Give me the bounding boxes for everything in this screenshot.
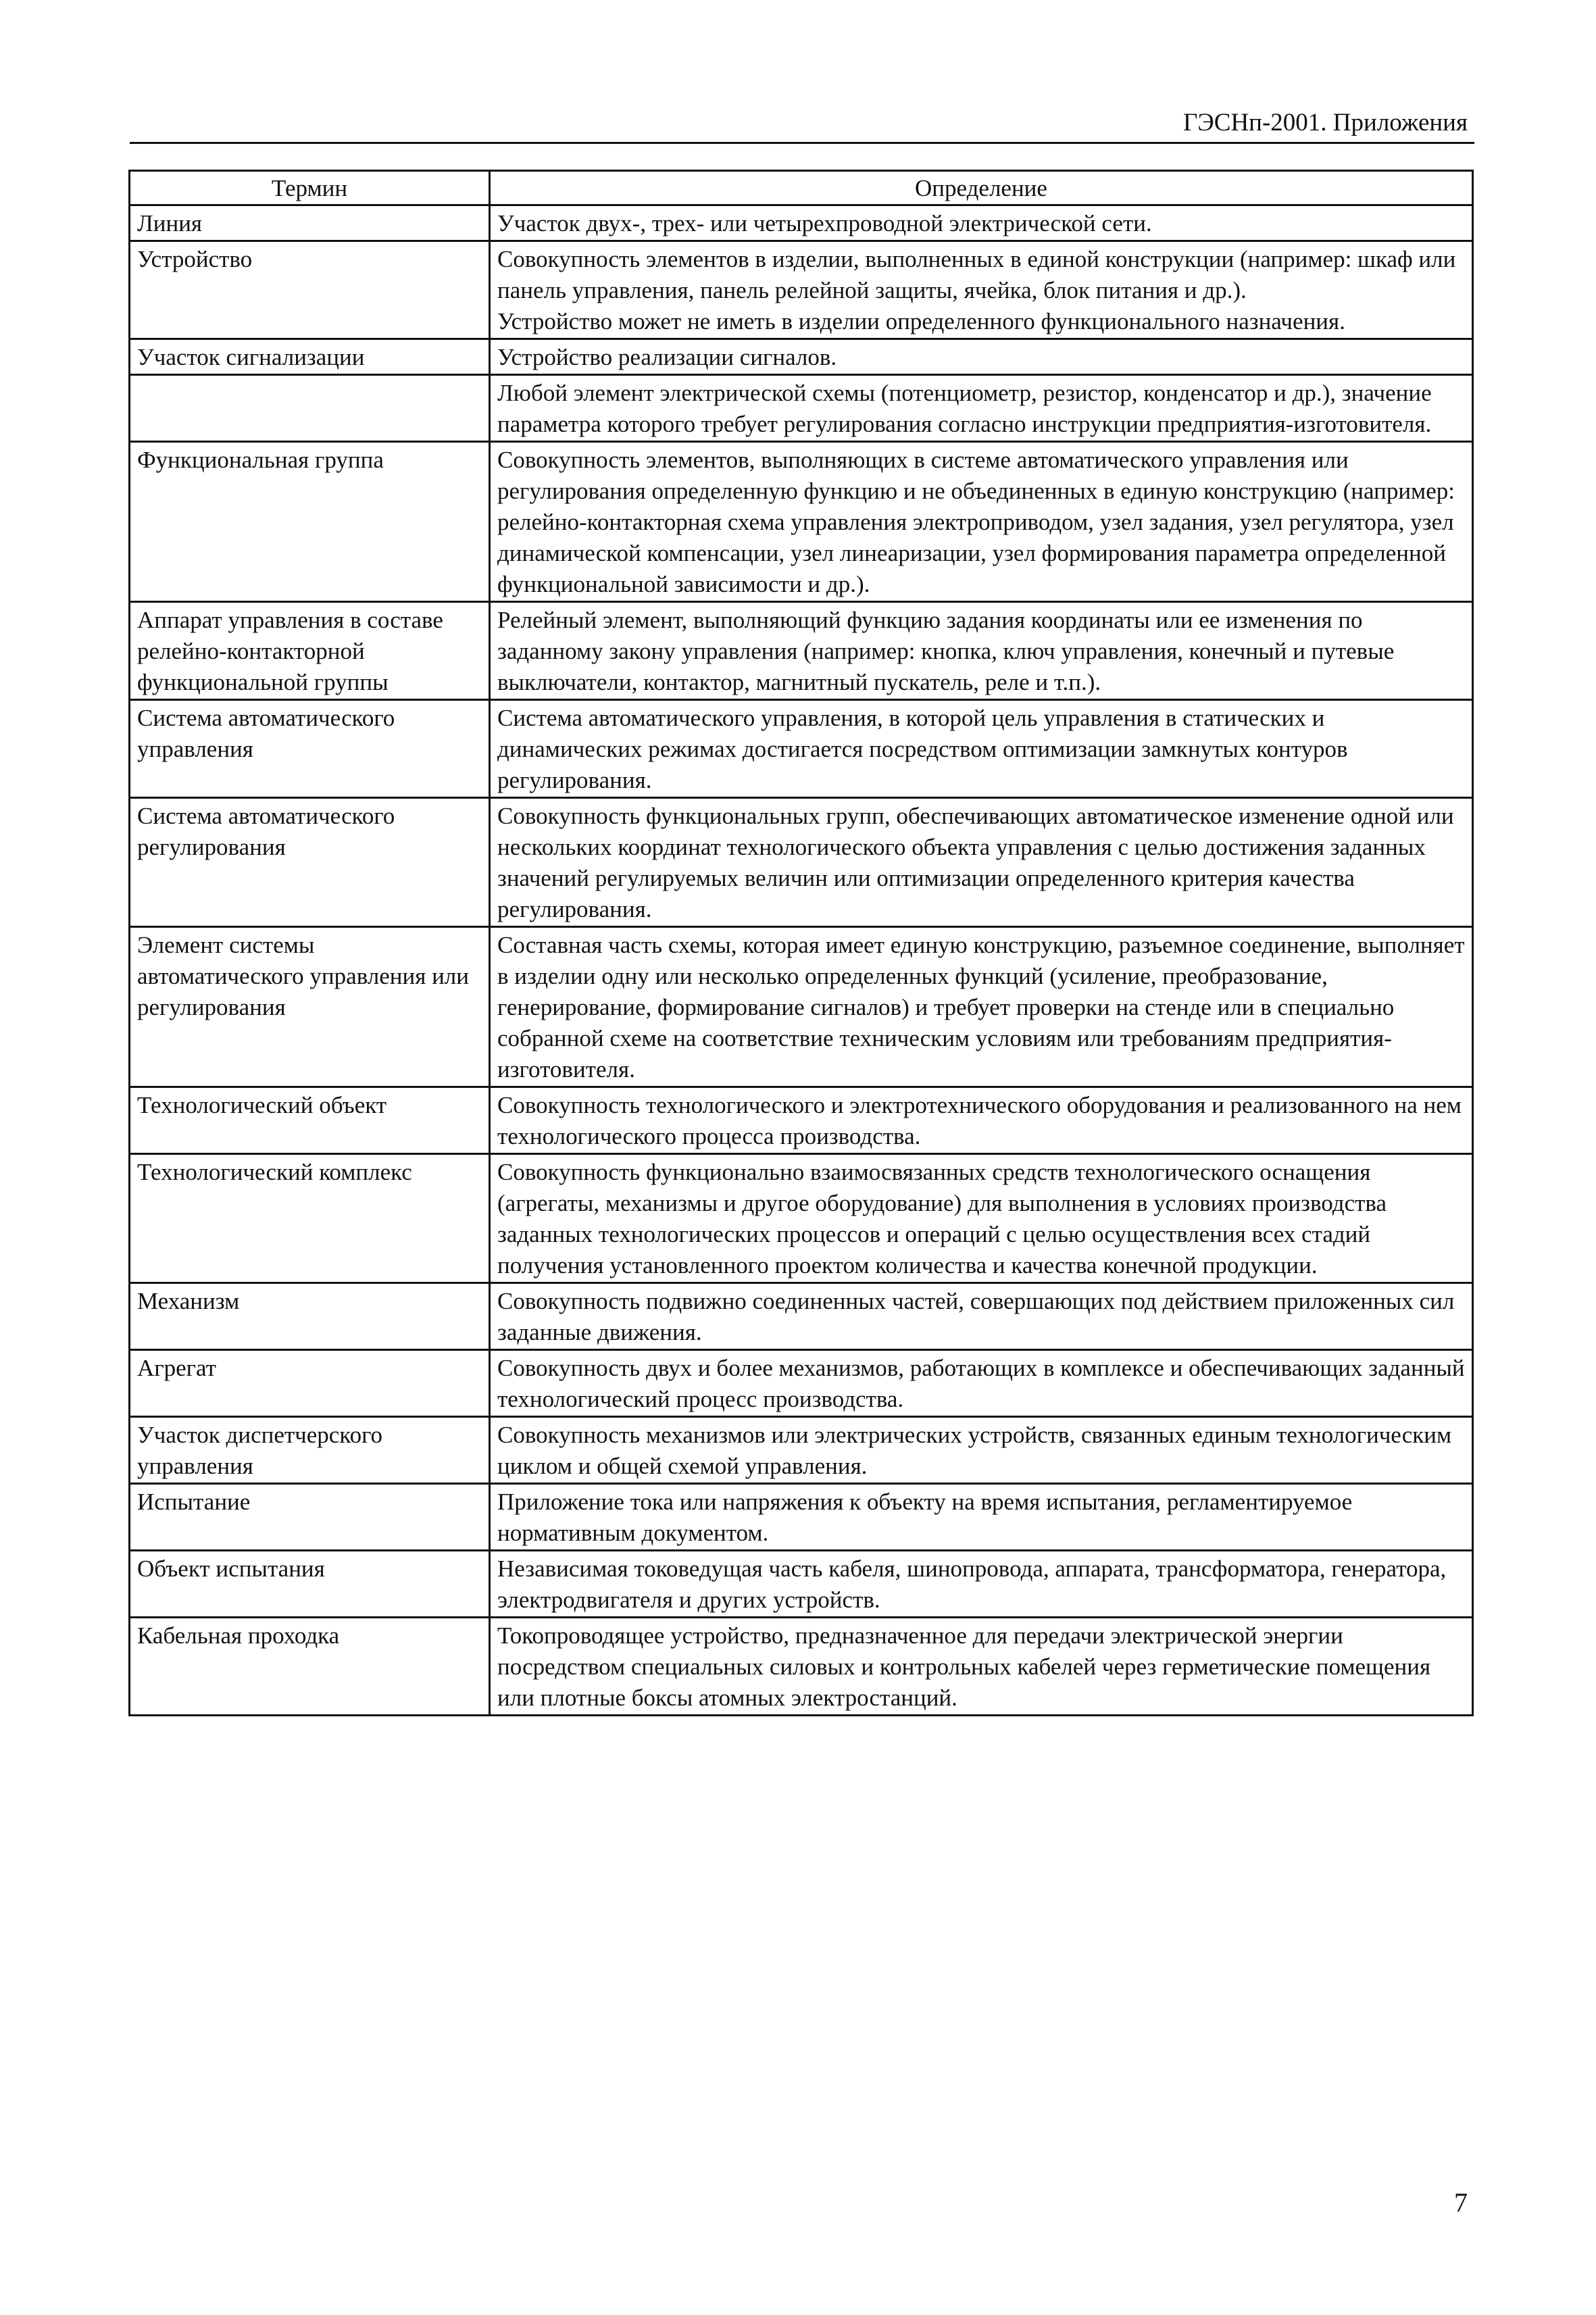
term-cell: Технологический объект	[130, 1087, 490, 1154]
term-cell: Функциональная группа	[130, 442, 490, 602]
definition-cell: Независимая токоведущая часть кабеля, шинопровода, аппарата, трансформатора, генератора, электродвигателя и других устройств.	[490, 1551, 1473, 1618]
term-cell: Технологический комплекс	[130, 1154, 490, 1283]
column-header-term: Термин	[130, 171, 490, 205]
definition-cell: Токопроводящее устройство, предназначенное для передачи электрической энергии посредством специальных силовых и контрольных кабелей через герметические помещения или плотные боксы атомных электростанций.	[490, 1618, 1473, 1716]
page-number: 7	[1454, 2187, 1468, 2218]
definition-cell: Устройство реализации сигналов.	[490, 339, 1473, 375]
table-row	[130, 1283, 1473, 1350]
table-row	[130, 339, 1473, 375]
term-cell: Участок сигнализации	[130, 339, 490, 375]
table-row	[130, 1087, 1473, 1154]
definition-cell: Приложение тока или напряжения к объекту на время испытания, регламентируемое нормативным документом.	[490, 1484, 1473, 1551]
definition-cell: Совокупность механизмов или электрических устройств, связанных единым технологическим циклом и общей схемой управления.	[490, 1417, 1473, 1484]
definition-cell: Совокупность элементов в изделии, выполненных в единой конструкции (например: шкаф или панель управления, панель релейной защиты, ячейка, блок питания и др.). Устройство может не иметь в изделии определенного функционального назначения.	[490, 241, 1473, 339]
term-cell: Агрегат	[130, 1350, 490, 1417]
definition-cell: Совокупность элементов, выполняющих в системе автоматического управления или регулирования определенную функцию и не объединенных в единую конструкцию (например: релейно-контакторная схема управления электроприводом, узел задания, узел регулятора, узел динамической компенсации, узел линеаризации, узел формирования параметра определенной функциональной зависимости и др.).	[490, 442, 1473, 602]
table-row	[130, 1551, 1473, 1618]
document-header-title: ГЭСНп-2001. Приложения	[1182, 109, 1468, 136]
table-row	[130, 700, 1473, 798]
table-row	[130, 798, 1473, 927]
definition-cell: Система автоматического управления, в которой цель управления в статических и динамических режимах достигается посредством оптимизации замкнутых контуров регулирования.	[490, 700, 1473, 798]
definition-cell: Любой элемент электрической схемы (потенциометр, резистор, конденсатор и др.), значение параметра которого требует регулирования согласно инструкции предприятия-изготовителя.	[490, 375, 1473, 442]
table-row	[130, 205, 1473, 241]
definition-cell: Релейный элемент, выполняющий функцию задания координаты или ее изменения по заданному закону управления (например: кнопка, ключ управления, конечный и путевые выключатели, контактор, магнитный пускатель, реле и т.п.).	[490, 602, 1473, 700]
definition-cell: Участок двух-, трех- или четырехпроводной электрической сети.	[490, 205, 1473, 241]
term-cell: Кабельная проходка	[130, 1618, 490, 1716]
definition-cell: Совокупность технологического и электротехнического оборудования и реализованного на нем технологического процесса производства.	[490, 1087, 1473, 1154]
definition-cell: Совокупность подвижно соединенных частей, совершающих под действием приложенных сил заданные движения.	[490, 1283, 1473, 1350]
definition-cell: Совокупность двух и более механизмов, работающих в комплексе и обеспечивающих заданный технологический процесс производства.	[490, 1350, 1473, 1417]
term-cell: Объект испытания	[130, 1551, 490, 1618]
term-cell: Система автоматического управления	[130, 700, 490, 798]
table-row	[130, 1154, 1473, 1283]
table-row	[130, 375, 1473, 442]
term-cell: Линия	[130, 205, 490, 241]
term-cell: Испытание	[130, 1484, 490, 1551]
table-row	[130, 241, 1473, 339]
table-header-row	[130, 171, 1473, 205]
header-rule	[130, 142, 1474, 144]
definition-cell: Составная часть схемы, которая имеет единую конструкцию, разъемное соединение, выполняет в изделии одну или несколько определенных функций (усиление, преобразование, генерирование, формирование сигналов) и требует проверки на стенде или в специально собранной схеме на соответствие техническим условиям или требованиям предприятия-изготовителя.	[490, 927, 1473, 1087]
column-header-definition: Определение	[490, 171, 1473, 205]
table-row	[130, 602, 1473, 700]
table-row	[130, 927, 1473, 1087]
term-cell: Устройство	[130, 241, 490, 339]
definition-cell: Совокупность функционально взаимосвязанных средств технологического оснащения (агрегаты, механизмы и другое оборудование) для выполнения в условиях производства заданных технологических процессов и операций с целью осуществления всех стадий получения установленного проектом количества и качества конечной продукции.	[490, 1154, 1473, 1283]
term-cell: Аппарат управления в составе релейно-контакторной функциональной группы	[130, 602, 490, 700]
term-cell: Элемент системы автоматического управления или регулирования	[130, 927, 490, 1087]
table-row	[130, 442, 1473, 602]
term-cell: Система автоматического регулирования	[130, 798, 490, 927]
table-row	[130, 1350, 1473, 1417]
table-row	[130, 1484, 1473, 1551]
term-cell	[130, 375, 490, 442]
term-cell: Участок диспетчерского управления	[130, 1417, 490, 1484]
terms-table	[128, 170, 1474, 1716]
definition-cell: Совокупность функциональных групп, обеспечивающих автоматическое изменение одной или нескольких координат технологического объекта управления с целью достижения заданных значений регулируемых величин или оптимизации определенного критерия качества регулирования.	[490, 798, 1473, 927]
table-row	[130, 1618, 1473, 1716]
term-cell: Механизм	[130, 1283, 490, 1350]
table-row	[130, 1417, 1473, 1484]
